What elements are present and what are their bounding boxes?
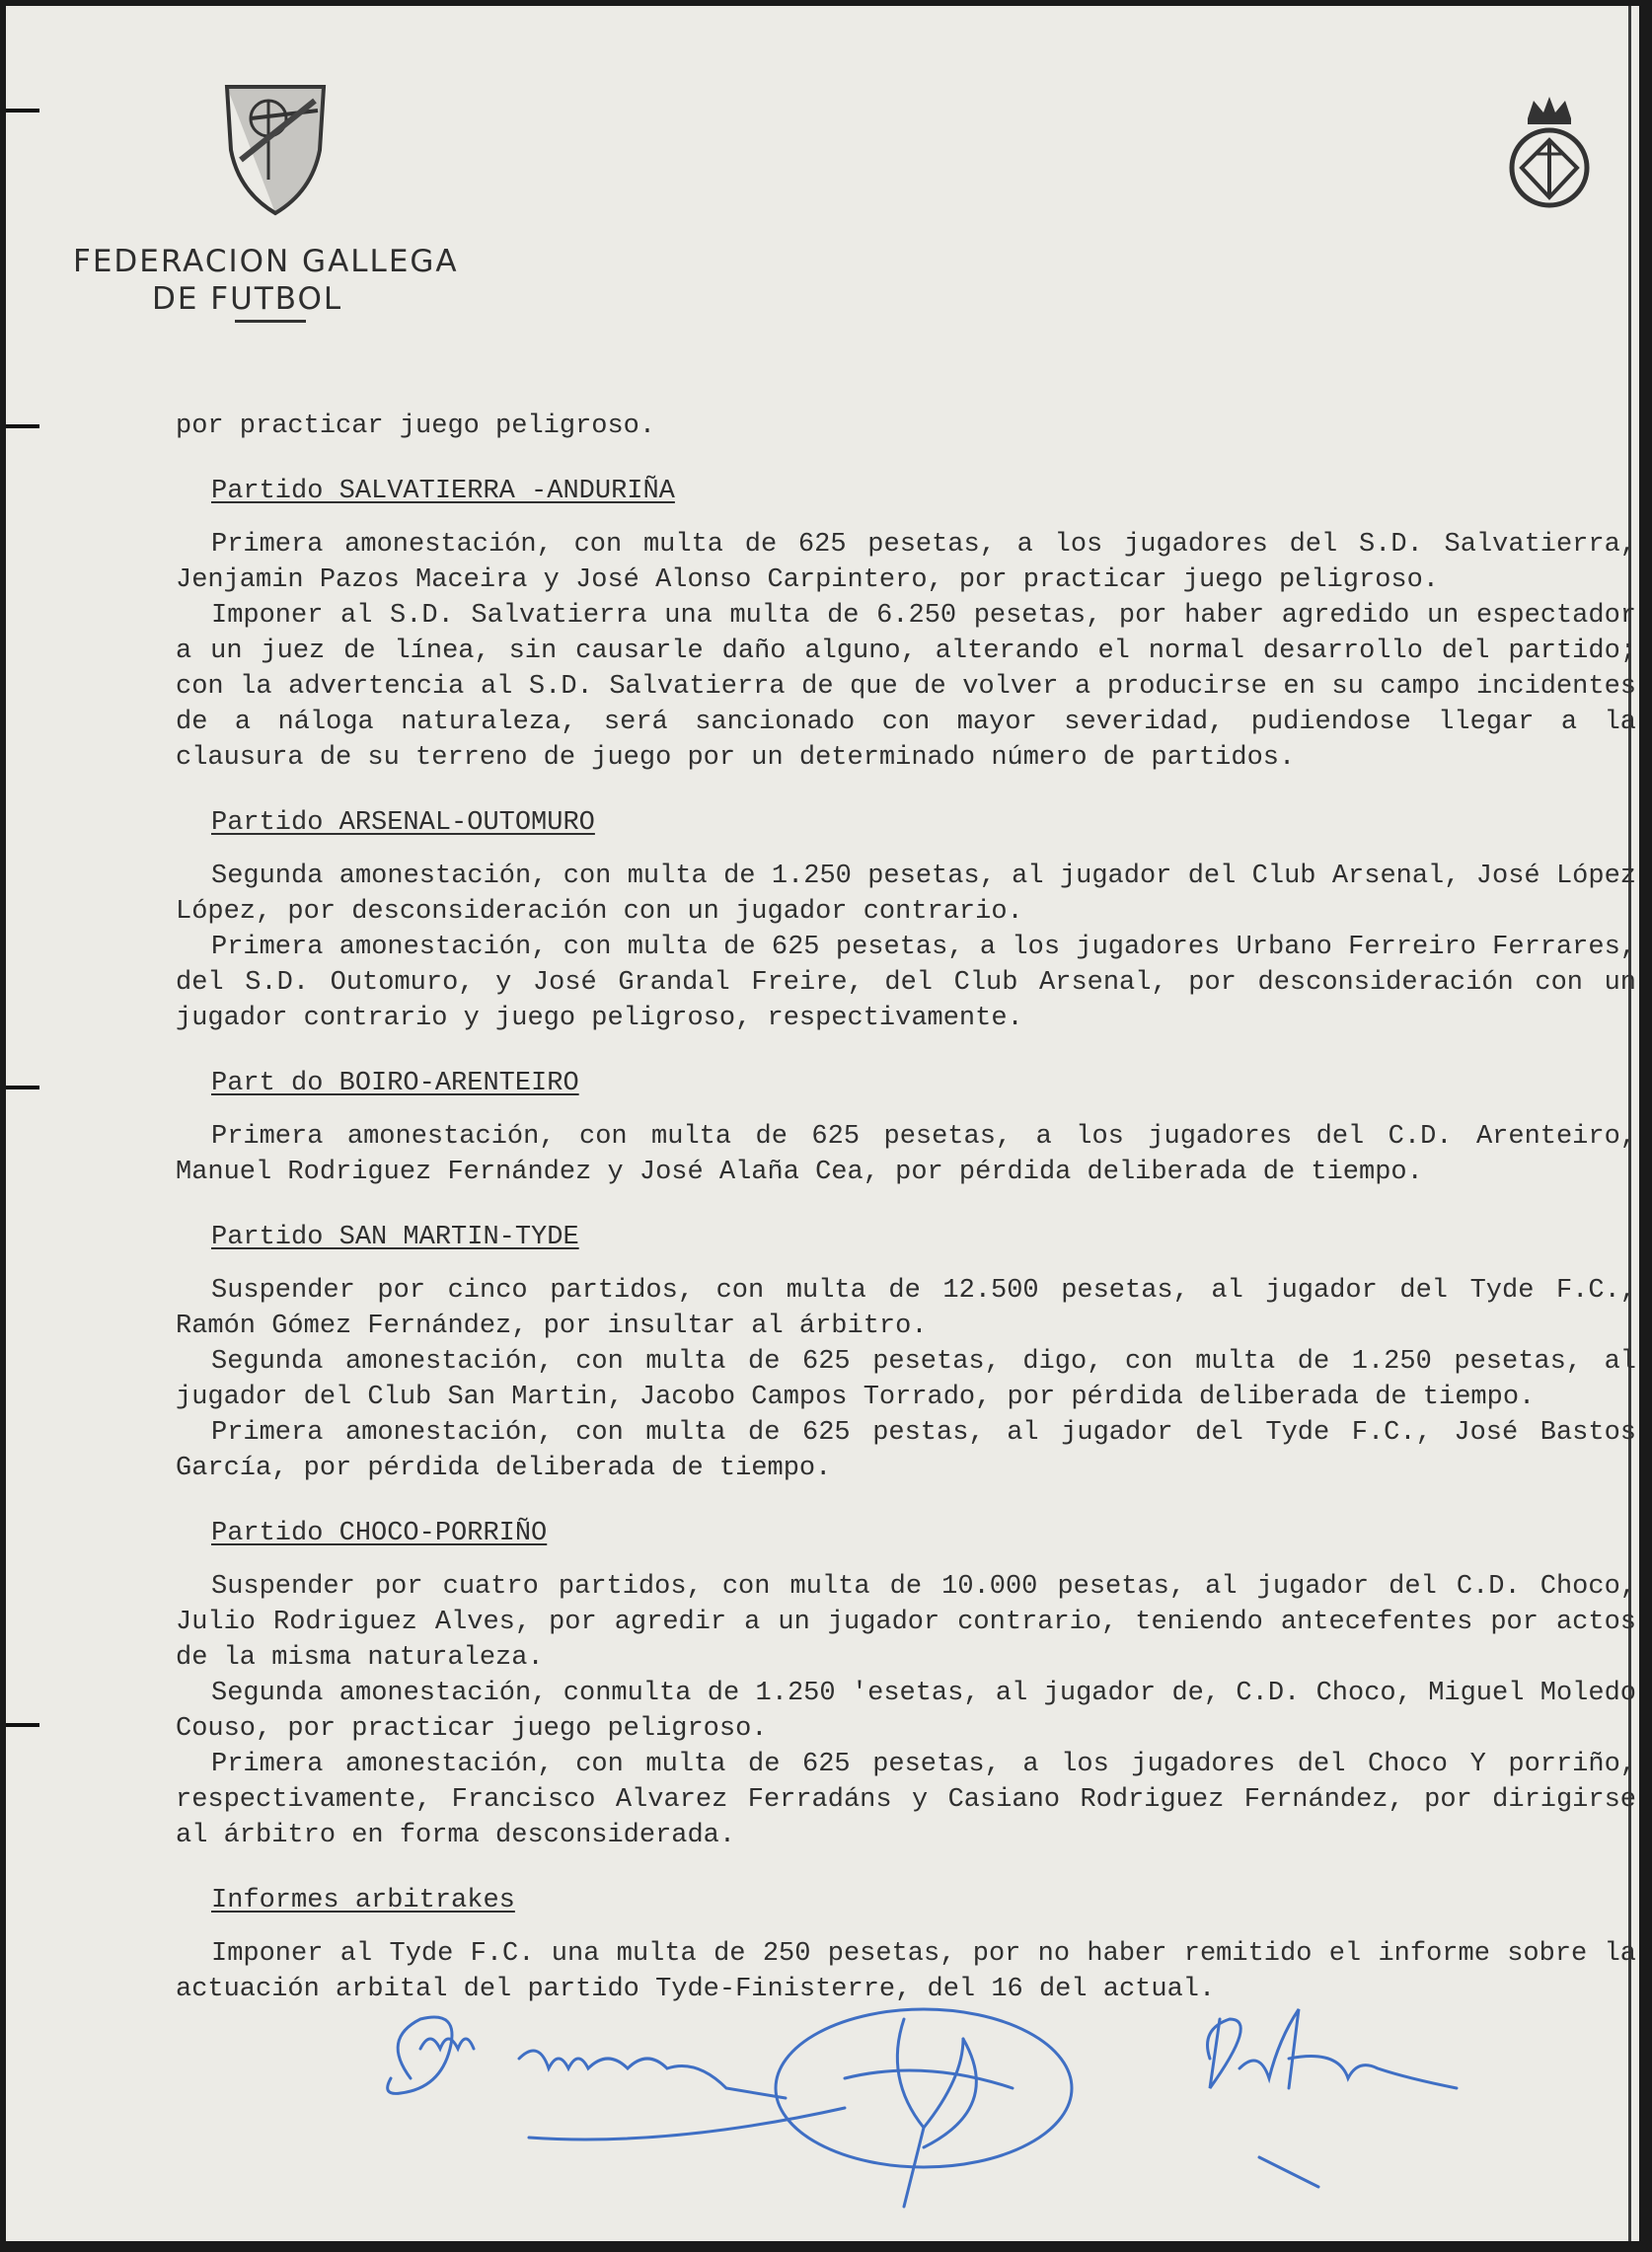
scan-edge-mark (6, 1723, 39, 1727)
section-paragraph: Suspender por cinco partidos, con multa de 12.500 pesetas, al jugador del Tyde F.C., Ramón Gómez Fernández, por insultar al árbitro. (176, 1276, 1636, 1341)
signature-2 (776, 2009, 1072, 2207)
section-paragraph: Primera amonestación, con multa de 625 pesetas, a los jugadores del Choco Y porriño, respectivamente, Francisco Alvarez Ferradáns y Casiano Rodriguez Fernández, por dirigirse al árbitro en forma desconsiderada. (176, 1750, 1636, 1850)
section-heading: Partido SAN MARTIN-TYDE (211, 1223, 579, 1252)
section-heading: Informes arbitrakes (211, 1886, 515, 1915)
federation-name-line2: DE FUTBOL (152, 281, 343, 317)
scan-edge-mark (6, 1086, 39, 1089)
section-heading: Partido SALVATIERRA -ANDURIÑA (211, 477, 675, 506)
section-paragraph: Segunda amonestación, con multa de 1.250 pesetas, al jugador del Club Arsenal, José López López, por desconsideración con un jugador contrario. (176, 862, 1636, 927)
section-heading: Partido ARSENAL-OUTOMURO (211, 808, 595, 838)
section-heading: Part do BOIRO-ARENTEIRO (211, 1069, 579, 1098)
document-body (176, 409, 1636, 2007)
section-paragraph: Primera amonestación, con multa de 625 pestas, al jugador del Tyde F.C., José Bastos García, por pérdida deliberada de tiempo. (176, 1418, 1636, 1483)
scan-edge-mark (6, 109, 39, 113)
federation-name-line1: FEDERACION GALLEGA (73, 244, 459, 279)
document-page (6, 6, 1639, 2241)
section-paragraph: Segunda amonestación, conmulta de 1.250 'esetas, al jugador de, C.D. Choco, Miguel Moledo Couso, por practicar juego peligroso. (176, 1679, 1636, 1744)
signature-3 (1208, 2009, 1458, 2187)
section-paragraph: Primera amonestación, con multa de 625 pesetas, a los jugadores Urbano Ferreiro Ferrares, del S.D. Outomuro, y José Grandal Freire, del Club Arsenal, por desconsideración con un jugador contrario y juego peligroso, respectivamente. (176, 933, 1636, 1033)
section-paragraph: Suspender por cuatro partidos, con multa de 10.000 pesetas, al jugador del C.D. Choco, Julio Rodriguez Alves, por agredir a un jugador contrario, teniendo antecefentes por actos de la misma naturaleza. (176, 1572, 1636, 1673)
letterhead-divider (235, 320, 306, 323)
section-paragraph: Segunda amonestación, con multa de 625 pesetas, digo, con multa de 1.250 pesetas, al jugador del Club San Martin, Jacobo Campos Torrado, por pérdida deliberada de tiempo. (176, 1347, 1636, 1412)
scan-edge-mark (6, 424, 39, 428)
section-paragraph: Imponer al S.D. Salvatierra una multa de 6.250 pesetas, por haber agredido un espectador a un juez de línea, sin causarle daño alguno, alterando el normal desarrollo del partido; con la advertencia al S.D. Salvatierra de que de volver a producirse en su campo incidentes de a náloga naturaleza, será sancionado con mayor severidad, pudiendose llegar a la clausura de su terreno de juego por un determinado número de partidos. (176, 601, 1636, 773)
federation-name (73, 243, 488, 318)
section-paragraph: Imponer al Tyde F.C. una multa de 250 pesetas, por no haber remitido el informe sobre la actuación arbital del partido Tyde-Finisterre, del 16 del actual. (176, 1939, 1636, 2004)
section-paragraph: Primera amonestación, con multa de 625 pesetas, a los jugadores del C.D. Arenteiro, Manuel Rodriguez Fernández y José Alaña Cea, por pérdida deliberada de tiempo. (176, 1122, 1636, 1187)
section-heading: Partido CHOCO-PORRIÑO (211, 1519, 548, 1548)
federation-shield-logo (221, 81, 330, 219)
opening-line: por practicar juego peligroso. (176, 412, 656, 441)
signatures (371, 1980, 1516, 2226)
crown-emblem-logo (1498, 89, 1601, 211)
section-paragraph: Primera amonestación, con multa de 625 pesetas, a los jugadores del S.D. Salvatierra, Jenjamin Pazos Maceira y José Alonso Carpintero, por practicar juego peligroso. (176, 530, 1636, 595)
